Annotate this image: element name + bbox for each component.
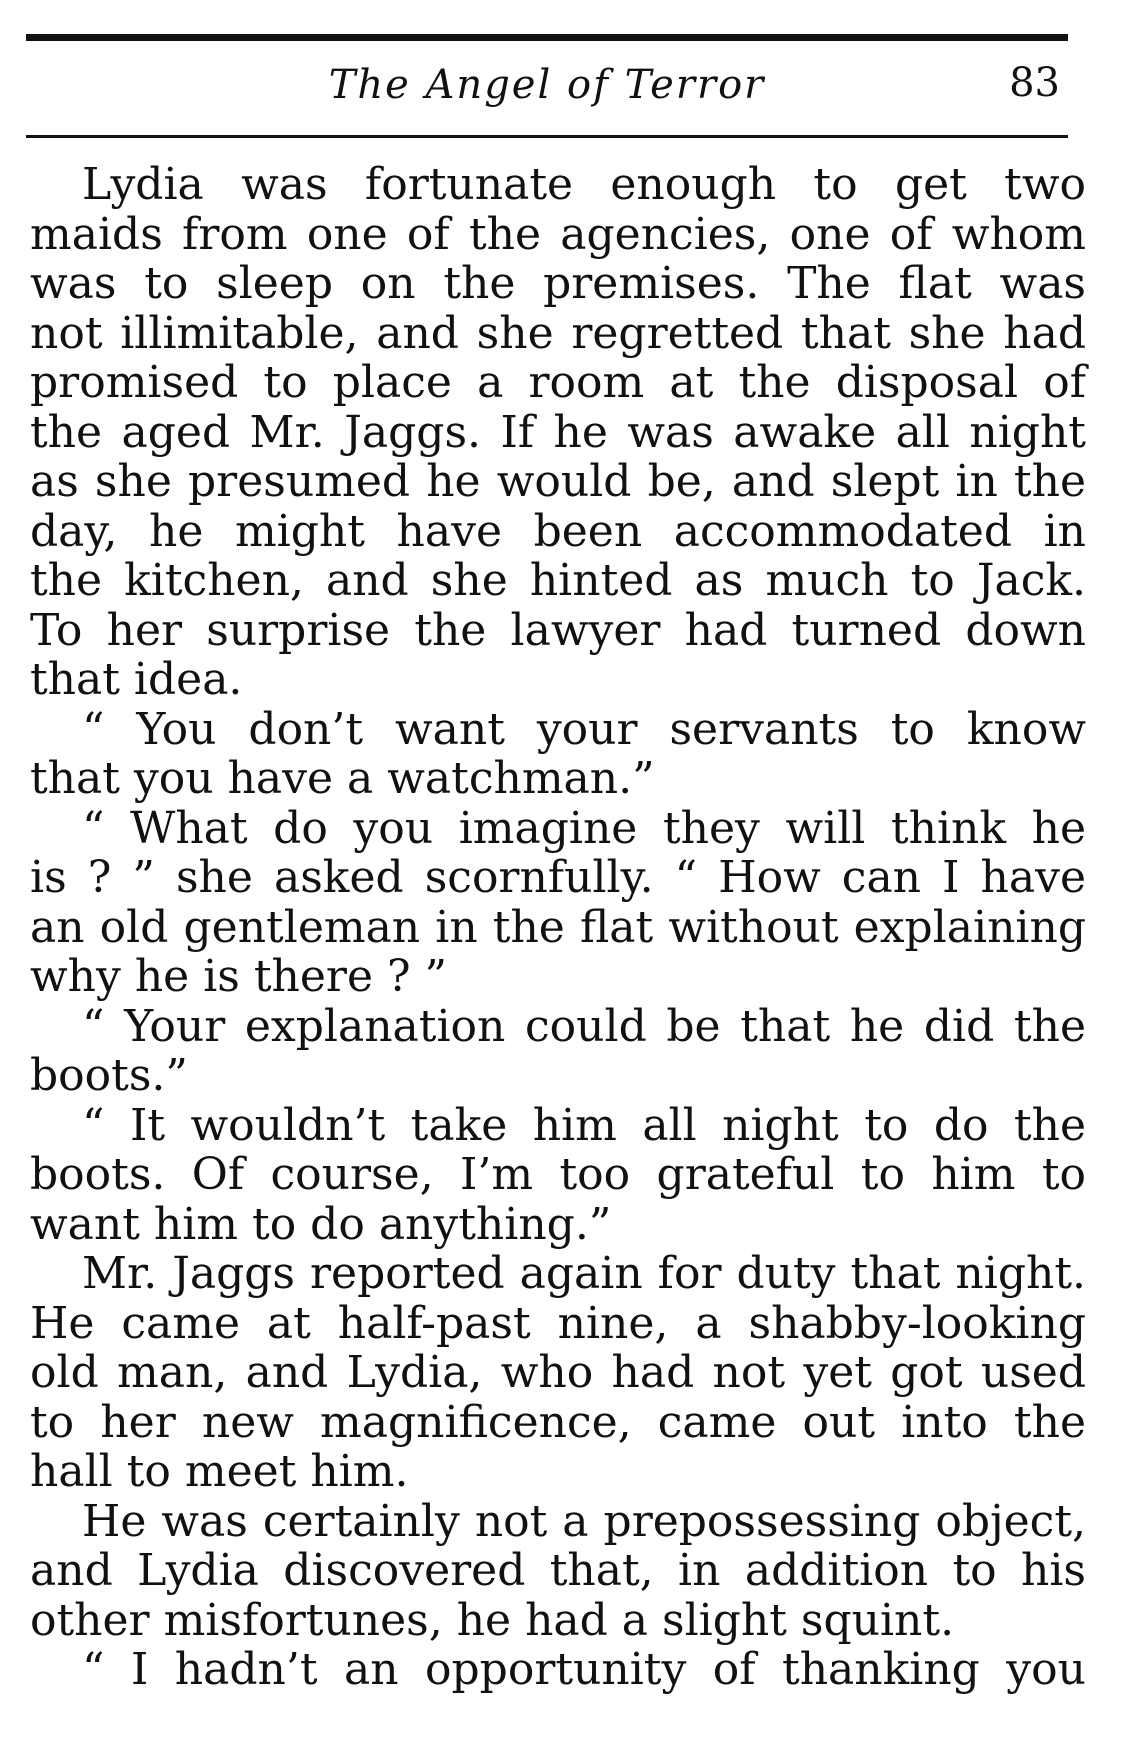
text-line: old man, and Lydia, who had not yet got used — [30, 1347, 1086, 1398]
header-rule-top — [26, 34, 1068, 41]
page-number: 83 — [1009, 60, 1060, 106]
running-title: The Angel of Terror — [328, 62, 766, 108]
text-line: to her new magnificence, came out into the — [30, 1396, 1086, 1448]
text-line: promised to place a room at the disposal of — [30, 357, 1086, 408]
text-line: not illimitable, and she regretted that she had — [30, 307, 1086, 359]
text-line: “ I hadn’t an opportunity of thanking you — [82, 1644, 1086, 1695]
text-line: the kitchen, and she hinted as much to Jack. — [30, 555, 1086, 606]
body-text — [30, 160, 1086, 1695]
text-line: hall to meet him. — [30, 1446, 409, 1497]
text-line: the aged Mr. Jaggs. If he was awake all night — [30, 406, 1086, 458]
text-line: want him to do anything.” — [30, 1198, 612, 1250]
text-line: maids from one of the agencies, one of whom — [30, 208, 1086, 260]
text-line: Lydia was fortunate enough to get two — [82, 159, 1086, 210]
text-line: why he is there ? ” — [30, 951, 448, 1002]
text-line: “ You don’t want your servants to know — [82, 703, 1086, 755]
text-line: as she presumed he would be, and slept in the — [30, 456, 1086, 507]
text-line: He came at half-past nine, a shabby-looking — [30, 1297, 1086, 1349]
text-line: “ It wouldn’t take him all night to do the — [82, 1099, 1086, 1151]
running-head — [26, 56, 1068, 116]
text-line: day, he might have been accommodated in — [30, 505, 1086, 557]
text-line: To her surprise the lawyer had turned down — [30, 604, 1086, 656]
text-line: boots. Of course, I’m too grateful to him to — [30, 1149, 1086, 1200]
header-rule-bottom — [26, 135, 1068, 138]
text-line: and Lydia discovered that, in addition to his — [30, 1545, 1086, 1596]
text-line: “ What do you imagine they will think he — [82, 802, 1086, 854]
text-line: boots.” — [30, 1050, 188, 1101]
text-line: is ? ” she asked scornfully. “ How can I have — [30, 852, 1086, 903]
text-line: that idea. — [30, 654, 243, 705]
text-line: He was certainly not a prepossessing object, — [82, 1495, 1086, 1547]
text-line: an old gentleman in the flat without explaining — [30, 901, 1086, 953]
text-line: Mr. Jaggs reported again for duty that night. — [82, 1248, 1086, 1299]
text-line: “ Your explanation could be that he did the — [82, 1000, 1086, 1052]
text-line: was to sleep on the premises. The flat was — [30, 258, 1086, 309]
text-line: other misfortunes, he had a slight squint. — [30, 1594, 955, 1646]
text-line: that you have a watchman.” — [30, 753, 655, 804]
